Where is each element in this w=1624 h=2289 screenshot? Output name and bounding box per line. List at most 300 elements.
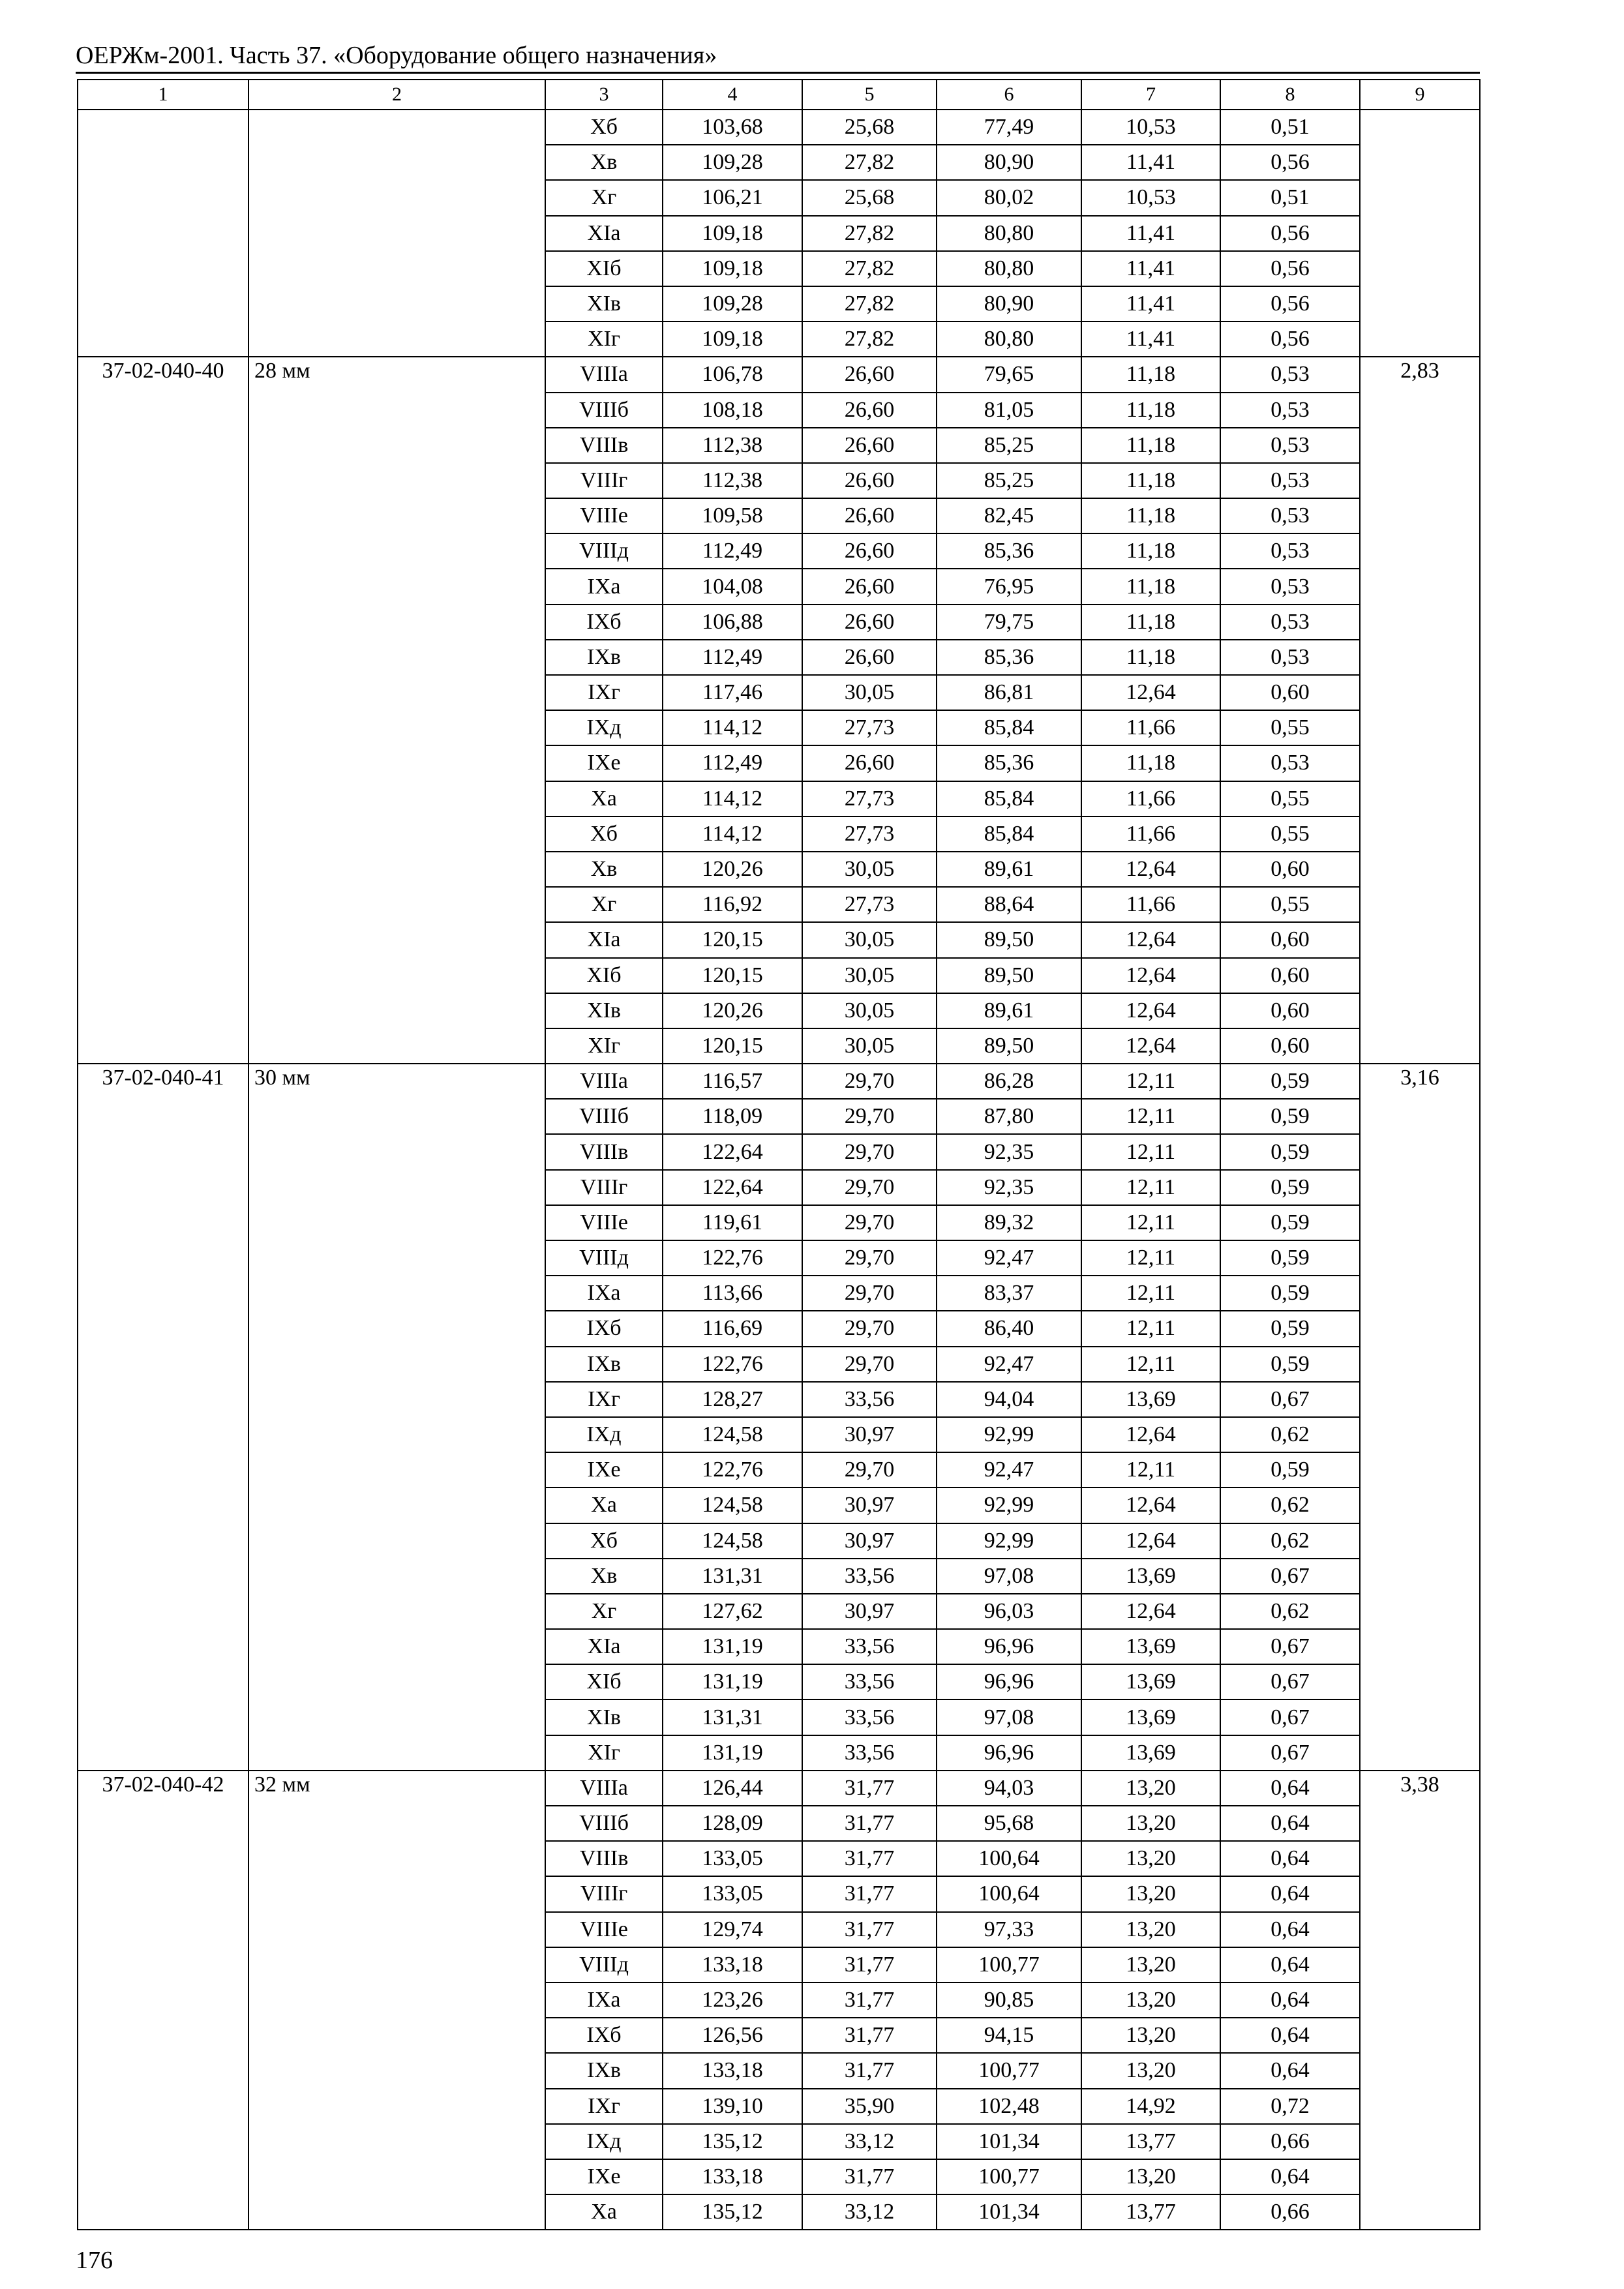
value-cell: 114,12 [663,710,802,745]
value-cell: 13,69 [1081,1664,1220,1699]
value-cell: 112,38 [663,463,802,498]
value-cell: 85,25 [937,463,1081,498]
zone-cell: VIIIe [545,498,663,533]
value-cell: 131,31 [663,1699,802,1735]
value-cell: 131,19 [663,1629,802,1664]
value-cell: 122,64 [663,1134,802,1169]
value-cell: 11,18 [1081,745,1220,781]
value-cell: 109,58 [663,498,802,533]
value-cell: 85,36 [937,745,1081,781]
value-cell: 29,70 [802,1099,937,1134]
table-row [78,1771,1480,1806]
value-cell: 31,77 [802,1982,937,2018]
value-cell: 14,92 [1081,2089,1220,2124]
value-cell: 0,60 [1220,852,1360,887]
column-header: 3 [545,80,663,110]
size-cell: 30 мм [248,1064,545,1771]
value-cell: 133,05 [663,1876,802,1911]
value-cell: 0,64 [1220,1982,1360,2018]
value-cell: 101,34 [937,2194,1081,2230]
value-cell: 0,67 [1220,1699,1360,1735]
value-cell: 12,11 [1081,1311,1220,1346]
value-cell: 13,20 [1081,1982,1220,2018]
value-cell: 120,15 [663,958,802,993]
zone-cell: Xб [545,1523,663,1559]
size-cell: 28 мм [248,357,545,1064]
value-cell: 80,80 [937,216,1081,251]
value-cell: 33,56 [802,1559,937,1594]
zone-cell: VIIIг [545,463,663,498]
value-cell: 0,67 [1220,1735,1360,1771]
value-cell: 94,15 [937,2018,1081,2053]
value-cell: 30,05 [802,852,937,887]
table-body [78,110,1480,2230]
zone-cell: IXг [545,1382,663,1417]
value-cell: 92,35 [937,1170,1081,1205]
value-cell: 13,20 [1081,2159,1220,2194]
value-cell: 131,31 [663,1559,802,1594]
value-cell: 108,18 [663,393,802,428]
value-cell: 27,82 [802,286,937,322]
zone-cell: VIIIв [545,1134,663,1169]
value-cell: 0,64 [1220,1876,1360,1911]
value-cell: 29,70 [802,1170,937,1205]
value-cell: 11,41 [1081,322,1220,357]
value-cell: 29,70 [802,1452,937,1488]
value-cell: 11,18 [1081,640,1220,675]
value-cell: 11,66 [1081,710,1220,745]
value-cell: 0,64 [1220,1771,1360,1806]
zone-cell: VIIIe [545,1912,663,1947]
value-cell: 0,64 [1220,2053,1360,2088]
value-cell: 133,05 [663,1841,802,1876]
value-cell: 11,66 [1081,887,1220,922]
value-cell: 33,56 [802,1699,937,1735]
zone-cell: IXв [545,1347,663,1382]
value-cell: 13,69 [1081,1699,1220,1735]
zone-cell: VIIIд [545,1947,663,1982]
value-cell: 0,64 [1220,2159,1360,2194]
value-cell: 0,60 [1220,958,1360,993]
table-row [78,1064,1480,1099]
value-cell: 0,59 [1220,1134,1360,1169]
value-cell: 0,55 [1220,887,1360,922]
value-cell: 31,77 [802,2018,937,2053]
value-cell: 79,75 [937,605,1081,640]
value-cell: 0,53 [1220,463,1360,498]
value-cell: 29,70 [802,1134,937,1169]
value-cell: 117,46 [663,675,802,710]
value-cell: 86,81 [937,675,1081,710]
value-cell: 122,76 [663,1452,802,1488]
value-cell: 101,34 [937,2124,1081,2159]
value-cell: 12,64 [1081,1417,1220,1452]
value-cell: 89,32 [937,1205,1081,1240]
value-cell: 11,18 [1081,393,1220,428]
value-cell: 89,50 [937,958,1081,993]
value-cell: 13,69 [1081,1629,1220,1664]
value-cell: 33,56 [802,1382,937,1417]
value-cell: 116,92 [663,887,802,922]
table-row [78,357,1480,392]
rate-code-cell [78,110,248,357]
value-cell: 12,11 [1081,1452,1220,1488]
value-cell: 133,18 [663,2053,802,2088]
value-cell: 97,33 [937,1912,1081,1947]
zone-cell: XIг [545,1028,663,1064]
value-cell: 13,20 [1081,2018,1220,2053]
value-cell: 12,64 [1081,922,1220,957]
column-header: 7 [1081,80,1220,110]
value-cell: 26,60 [802,745,937,781]
value-cell: 12,11 [1081,1170,1220,1205]
value-cell: 120,26 [663,993,802,1028]
zone-cell: IXд [545,2124,663,2159]
value-cell: 139,10 [663,2089,802,2124]
value-cell: 12,11 [1081,1099,1220,1134]
value-cell: 35,90 [802,2089,937,2124]
value-cell: 122,64 [663,1170,802,1205]
value-cell: 13,20 [1081,1806,1220,1841]
weight-cell: 3,38 [1360,1771,1480,2230]
value-cell: 80,90 [937,286,1081,322]
value-cell: 92,99 [937,1523,1081,1559]
value-cell: 30,05 [802,675,937,710]
value-cell: 85,84 [937,781,1081,816]
zone-cell: IXв [545,2053,663,2088]
value-cell: 94,03 [937,1771,1081,1806]
value-cell: 0,53 [1220,357,1360,392]
value-cell: 29,70 [802,1311,937,1346]
zone-cell: Xб [545,110,663,145]
value-cell: 12,11 [1081,1347,1220,1382]
value-cell: 102,48 [937,2089,1081,2124]
value-cell: 122,76 [663,1240,802,1276]
value-cell: 29,70 [802,1276,937,1311]
header-rule [76,72,1480,74]
rate-code-cell: 37-02-040-42 [78,1771,248,2230]
value-cell: 82,45 [937,498,1081,533]
value-cell: 31,77 [802,1876,937,1911]
value-cell: 0,59 [1220,1452,1360,1488]
value-cell: 10,53 [1081,180,1220,215]
value-cell: 0,59 [1220,1276,1360,1311]
value-cell: 0,53 [1220,533,1360,569]
value-cell: 0,62 [1220,1488,1360,1523]
zone-cell: IXб [545,1311,663,1346]
value-cell: 114,12 [663,781,802,816]
value-cell: 0,56 [1220,251,1360,286]
zone-cell: IXд [545,1417,663,1452]
value-cell: 0,64 [1220,2018,1360,2053]
zone-cell: Xa [545,781,663,816]
column-header: 8 [1220,80,1360,110]
zone-cell: IXe [545,2159,663,2194]
value-cell: 109,28 [663,286,802,322]
zone-cell: VIIIб [545,1806,663,1841]
value-cell: 11,18 [1081,463,1220,498]
value-cell: 12,11 [1081,1064,1220,1099]
value-cell: 13,20 [1081,1947,1220,1982]
value-cell: 30,05 [802,993,937,1028]
value-cell: 92,47 [937,1452,1081,1488]
value-cell: 112,49 [663,745,802,781]
value-cell: 124,58 [663,1488,802,1523]
value-cell: 10,53 [1081,110,1220,145]
value-cell: 30,05 [802,922,937,957]
value-cell: 11,41 [1081,145,1220,180]
column-number-row [78,80,1480,110]
zone-cell: IXa [545,569,663,604]
value-cell: 12,11 [1081,1276,1220,1311]
value-cell: 26,60 [802,393,937,428]
value-cell: 133,18 [663,2159,802,2194]
size-cell: 32 мм [248,1771,545,2230]
value-cell: 12,64 [1081,993,1220,1028]
value-cell: 11,18 [1081,428,1220,463]
value-cell: 88,64 [937,887,1081,922]
value-cell: 0,64 [1220,1806,1360,1841]
value-cell: 12,11 [1081,1134,1220,1169]
value-cell: 83,37 [937,1276,1081,1311]
value-cell: 12,64 [1081,1523,1220,1559]
zone-cell: VIIIг [545,1170,663,1205]
zone-cell: VIIIa [545,357,663,392]
value-cell: 97,08 [937,1559,1081,1594]
value-cell: 13,69 [1081,1735,1220,1771]
value-cell: 13,77 [1081,2124,1220,2159]
value-cell: 128,27 [663,1382,802,1417]
value-cell: 0,56 [1220,322,1360,357]
zone-cell: IXд [545,710,663,745]
zone-cell: XIa [545,216,663,251]
value-cell: 106,21 [663,180,802,215]
value-cell: 112,38 [663,428,802,463]
value-cell: 13,69 [1081,1559,1220,1594]
value-cell: 76,95 [937,569,1081,604]
value-cell: 113,66 [663,1276,802,1311]
value-cell: 131,19 [663,1735,802,1771]
zone-cell: IXг [545,2089,663,2124]
value-cell: 12,64 [1081,675,1220,710]
value-cell: 12,11 [1081,1205,1220,1240]
value-cell: 135,12 [663,2194,802,2230]
value-cell: 89,50 [937,922,1081,957]
value-cell: 31,77 [802,1771,937,1806]
value-cell: 0,56 [1220,286,1360,322]
zone-cell: XIa [545,1629,663,1664]
value-cell: 12,64 [1081,1594,1220,1629]
zone-cell: Xг [545,1594,663,1629]
zone-cell: IXг [545,675,663,710]
value-cell: 0,62 [1220,1417,1360,1452]
value-cell: 27,73 [802,816,937,852]
value-cell: 0,66 [1220,2194,1360,2230]
column-header: 4 [663,80,802,110]
value-cell: 11,41 [1081,286,1220,322]
zone-cell: VIIIд [545,1240,663,1276]
value-cell: 0,51 [1220,180,1360,215]
value-cell: 33,56 [802,1629,937,1664]
value-cell: 124,58 [663,1523,802,1559]
value-cell: 0,56 [1220,216,1360,251]
value-cell: 0,51 [1220,110,1360,145]
value-cell: 0,72 [1220,2089,1360,2124]
value-cell: 26,60 [802,428,937,463]
zone-cell: XIб [545,1664,663,1699]
zone-cell: IXб [545,605,663,640]
value-cell: 116,69 [663,1311,802,1346]
value-cell: 104,08 [663,569,802,604]
value-cell: 26,60 [802,463,937,498]
zone-cell: VIIIб [545,1099,663,1134]
value-cell: 11,18 [1081,357,1220,392]
column-header: 6 [937,80,1081,110]
value-cell: 0,59 [1220,1099,1360,1134]
weight-cell: 2,83 [1360,357,1480,1064]
value-cell: 33,12 [802,2124,937,2159]
value-cell: 133,18 [663,1947,802,1982]
value-cell: 100,77 [937,2053,1081,2088]
zone-cell: Xб [545,816,663,852]
zone-cell: IXв [545,640,663,675]
weight-cell [1360,110,1480,357]
value-cell: 120,26 [663,852,802,887]
value-cell: 126,44 [663,1771,802,1806]
price-table [77,79,1481,2230]
value-cell: 29,70 [802,1205,937,1240]
value-cell: 119,61 [663,1205,802,1240]
value-cell: 109,28 [663,145,802,180]
value-cell: 89,61 [937,852,1081,887]
value-cell: 96,03 [937,1594,1081,1629]
value-cell: 0,59 [1220,1240,1360,1276]
value-cell: 30,97 [802,1523,937,1559]
value-cell: 96,96 [937,1629,1081,1664]
value-cell: 92,47 [937,1240,1081,1276]
value-cell: 0,53 [1220,569,1360,604]
value-cell: 13,20 [1081,1876,1220,1911]
value-cell: 109,18 [663,216,802,251]
value-cell: 126,56 [663,2018,802,2053]
value-cell: 0,66 [1220,2124,1360,2159]
zone-cell: Xв [545,852,663,887]
value-cell: 100,64 [937,1841,1081,1876]
value-cell: 118,09 [663,1099,802,1134]
value-cell: 85,84 [937,816,1081,852]
value-cell: 0,53 [1220,605,1360,640]
zone-cell: VIIIв [545,428,663,463]
table-row [78,110,1480,145]
value-cell: 0,53 [1220,745,1360,781]
value-cell: 106,88 [663,605,802,640]
value-cell: 123,26 [663,1982,802,2018]
value-cell: 128,09 [663,1806,802,1841]
value-cell: 0,59 [1220,1205,1360,1240]
value-cell: 31,77 [802,1806,937,1841]
zone-cell: XIб [545,251,663,286]
zone-cell: XIг [545,322,663,357]
value-cell: 0,59 [1220,1311,1360,1346]
value-cell: 12,64 [1081,1488,1220,1523]
value-cell: 129,74 [663,1912,802,1947]
column-header: 5 [802,80,937,110]
value-cell: 0,67 [1220,1664,1360,1699]
value-cell: 12,64 [1081,958,1220,993]
value-cell: 27,73 [802,710,937,745]
value-cell: 30,05 [802,1028,937,1064]
zone-cell: VIIIб [545,393,663,428]
value-cell: 31,77 [802,1947,937,1982]
value-cell: 92,99 [937,1488,1081,1523]
zone-cell: XIв [545,1699,663,1735]
page-number: 176 [76,2247,113,2274]
value-cell: 11,41 [1081,216,1220,251]
value-cell: 0,64 [1220,1947,1360,1982]
value-cell: 33,56 [802,1664,937,1699]
value-cell: 27,73 [802,887,937,922]
value-cell: 30,97 [802,1594,937,1629]
value-cell: 103,68 [663,110,802,145]
value-cell: 85,36 [937,640,1081,675]
value-cell: 86,28 [937,1064,1081,1099]
value-cell: 11,66 [1081,816,1220,852]
value-cell: 85,25 [937,428,1081,463]
value-cell: 0,60 [1220,993,1360,1028]
weight-cell: 3,16 [1360,1064,1480,1771]
value-cell: 11,18 [1081,533,1220,569]
value-cell: 120,15 [663,922,802,957]
value-cell: 80,90 [937,145,1081,180]
value-cell: 27,82 [802,145,937,180]
value-cell: 92,47 [937,1347,1081,1382]
rate-code-cell: 37-02-040-40 [78,357,248,1064]
value-cell: 80,80 [937,251,1081,286]
value-cell: 31,77 [802,1841,937,1876]
value-cell: 89,50 [937,1028,1081,1064]
value-cell: 86,40 [937,1311,1081,1346]
value-cell: 96,96 [937,1664,1081,1699]
value-cell: 33,12 [802,2194,937,2230]
zone-cell: VIIIa [545,1064,663,1099]
value-cell: 30,97 [802,1417,937,1452]
value-cell: 112,49 [663,640,802,675]
value-cell: 77,49 [937,110,1081,145]
zone-cell: IXe [545,1452,663,1488]
value-cell: 0,56 [1220,145,1360,180]
zone-cell: IXe [545,745,663,781]
value-cell: 112,49 [663,533,802,569]
zone-cell: VIIIa [545,1771,663,1806]
value-cell: 12,11 [1081,1240,1220,1276]
value-cell: 13,20 [1081,1841,1220,1876]
value-cell: 0,59 [1220,1064,1360,1099]
value-cell: 124,58 [663,1417,802,1452]
value-cell: 0,53 [1220,640,1360,675]
value-cell: 114,12 [663,816,802,852]
zone-cell: VIIIд [545,533,663,569]
value-cell: 0,55 [1220,710,1360,745]
value-cell: 116,57 [663,1064,802,1099]
zone-cell: Xв [545,1559,663,1594]
value-cell: 0,60 [1220,1028,1360,1064]
value-cell: 31,77 [802,2159,937,2194]
rate-code-cell: 37-02-040-41 [78,1064,248,1771]
value-cell: 25,68 [802,180,937,215]
value-cell: 135,12 [663,2124,802,2159]
value-cell: 11,18 [1081,498,1220,533]
zone-cell: Xг [545,180,663,215]
